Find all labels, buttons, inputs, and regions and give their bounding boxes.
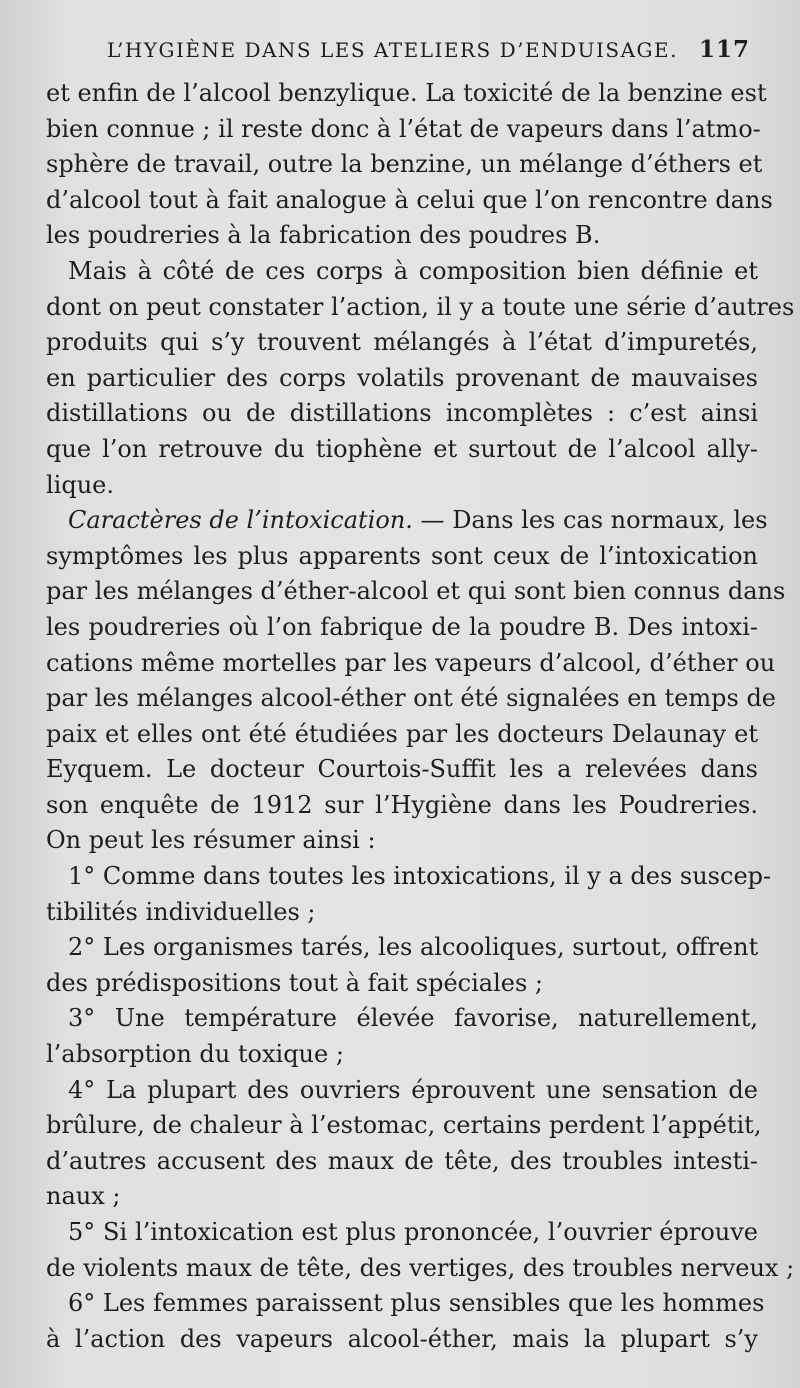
text-line: d’autres accusent des maux de tête, des troubles intesti- — [46, 1146, 758, 1175]
text-line: paix et elles ont été étudiées par les docteurs Delaunay et — [46, 719, 758, 748]
text-line: produits qui s’y trouvent mélangés à l’état d’impuretés, — [46, 328, 758, 357]
text-line: distillations ou de distillations incomplètes : c’est ainsi — [46, 399, 758, 428]
text-line: les poudreries où l’on fabrique de la poudre B. Des intoxi- — [46, 612, 758, 641]
text-line: et enfin de l’alcool benzylique. La toxicité de la benzine est — [46, 79, 767, 107]
text-line: Dans les cas normaux, les — [452, 506, 768, 535]
text-line: symptômes les plus apparents sont ceux de l’intoxication — [46, 541, 758, 570]
list-item-3: 3° Une température élevée favorise, naturellement, — [68, 1004, 758, 1033]
list-item-2: 2° Les organismes tarés, les alcooliques, surtout, offrent — [68, 933, 759, 962]
text-line: les poudreries à la fabrication des poudres B. — [46, 221, 601, 250]
section-heading-line — [46, 503, 768, 539]
text-line: sphère de travail, outre la benzine, un mélange d’éthers et — [46, 150, 763, 179]
text-line: Eyquem. Le docteur Courtois-Suffit les a relevées dans — [46, 755, 758, 784]
text-line: en particulier des corps volatils provenant de mauvaises — [46, 363, 758, 392]
body-text — [46, 76, 795, 1357]
section-heading: Caractères de l’intoxication. — — [68, 506, 445, 535]
text-line: à l’action des vapeurs alcool-éther, mais la plupart s’y — [46, 1324, 758, 1353]
text-line: d’alcool tout à fait analogue à celui que l’on rencontre dans — [46, 185, 773, 214]
text-line: son enquête de 1912 sur l’Hygiène dans les Poudreries. — [46, 790, 758, 819]
text-line: On peut les résumer ainsi : — [46, 826, 376, 855]
running-head: L’HYGIÈNE DANS LES ATELIERS D’ENDUISAGE. — [107, 38, 678, 62]
list-item-6: 6° Les femmes paraissent plus sensibles que les hommes — [68, 1289, 765, 1318]
text-line: brûlure, de chaleur à l’estomac, certains perdent l’appétit, — [46, 1111, 762, 1140]
list-item-4: 4° La plupart des ouvriers éprouvent une sensation de — [68, 1075, 758, 1104]
text-line: bien connue ; il reste donc à l’état de vapeurs dans l’atmo- — [46, 114, 761, 143]
text-line: lique. — [46, 470, 115, 499]
text-line: tibilités individuelles ; — [46, 897, 316, 926]
text-line: l’absorption du toxique ; — [46, 1040, 344, 1069]
page-number: 117 — [698, 36, 750, 63]
text-line: naux ; — [46, 1182, 121, 1211]
list-item-1: 1° Comme dans toutes les intoxications, il y a des suscep- — [68, 862, 772, 891]
text-line: cations même mortelles par les vapeurs d’alcool, d’éther ou — [46, 648, 776, 677]
text-line: par les mélanges d’éther-alcool et qui sont bien connus dans — [46, 577, 786, 606]
text-line: par les mélanges alcool-éther ont été signalées en temps de — [46, 684, 777, 713]
text-line: des prédispositions tout à fait spéciales ; — [46, 968, 544, 997]
page-header — [46, 36, 758, 76]
text-line: que l’on retrouve du tiophène et surtout de l’alcool ally- — [46, 434, 758, 463]
text-line: Mais à côté de ces corps à composition bien définie et — [68, 256, 758, 285]
text-line: de violents maux de tête, des vertiges, des troubles nerveux ; — [46, 1253, 795, 1282]
list-item-5: 5° Si l’intoxication est plus prononcée, l’ouvrier éprouve — [68, 1218, 758, 1246]
text-line: dont on peut constater l’action, il y a toute une série d’autres — [46, 292, 795, 321]
